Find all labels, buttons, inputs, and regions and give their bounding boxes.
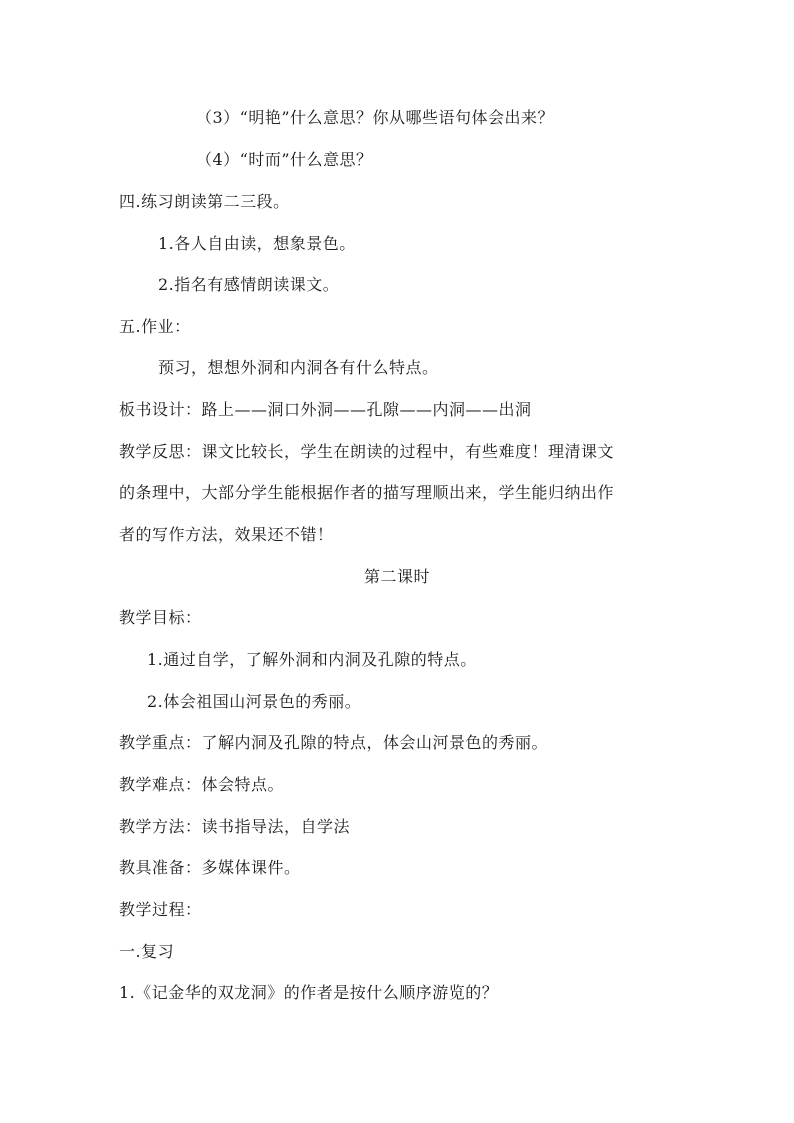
board-design: 板书设计：路上——洞口外洞——孔隙——内洞——出洞 xyxy=(119,400,532,419)
key-points: 教学重点：了解内洞及孔隙的特点，体会山河景色的秀丽。 xyxy=(119,733,549,752)
list-item: 2.体会祖国山河景色的秀丽。 xyxy=(147,692,362,711)
teaching-aids: 教具准备：多媒体课件。 xyxy=(119,858,301,877)
list-item: 1.通过自学，了解外洞和内洞及孔隙的特点。 xyxy=(147,650,477,669)
review-question-1: 1.《记金华的双龙洞》的作者是按什么顺序游览的？ xyxy=(119,983,499,1002)
lesson-title: 第二课时 xyxy=(363,567,430,586)
review-heading: 一.复习 xyxy=(119,942,175,961)
question-3: （3）“明艳”什么意思？你从哪些语句体会出来？ xyxy=(196,108,555,127)
list-item: 1.各人自由读，想象景色。 xyxy=(158,234,356,253)
homework-text: 预习，想想外洞和内洞各有什么特点。 xyxy=(158,358,439,377)
reflection-line-1: 教学反思：课文比较长，学生在朗读的过程中，有些难度！理清课文 xyxy=(119,442,615,461)
section-heading-5: 五.作业： xyxy=(119,317,191,336)
teaching-process-heading: 教学过程： xyxy=(119,900,202,919)
question-4: （4）“时而”什么意思？ xyxy=(196,150,373,169)
teaching-methods: 教学方法：读书指导法，自学法 xyxy=(119,817,351,836)
section-heading-4: 四.练习朗读第二三段。 xyxy=(119,192,290,211)
difficulties: 教学难点：体会特点。 xyxy=(119,775,285,794)
reflection-line-3: 者的写作方法，效果还不错！ xyxy=(119,525,334,544)
list-item: 2.指名有感情朗读课文。 xyxy=(158,275,340,294)
reflection-line-2: 的条理中，大部分学生能根据作者的描写理顺出来，学生能归纳出作 xyxy=(119,483,615,502)
teaching-goals-heading: 教学目标： xyxy=(119,608,202,627)
